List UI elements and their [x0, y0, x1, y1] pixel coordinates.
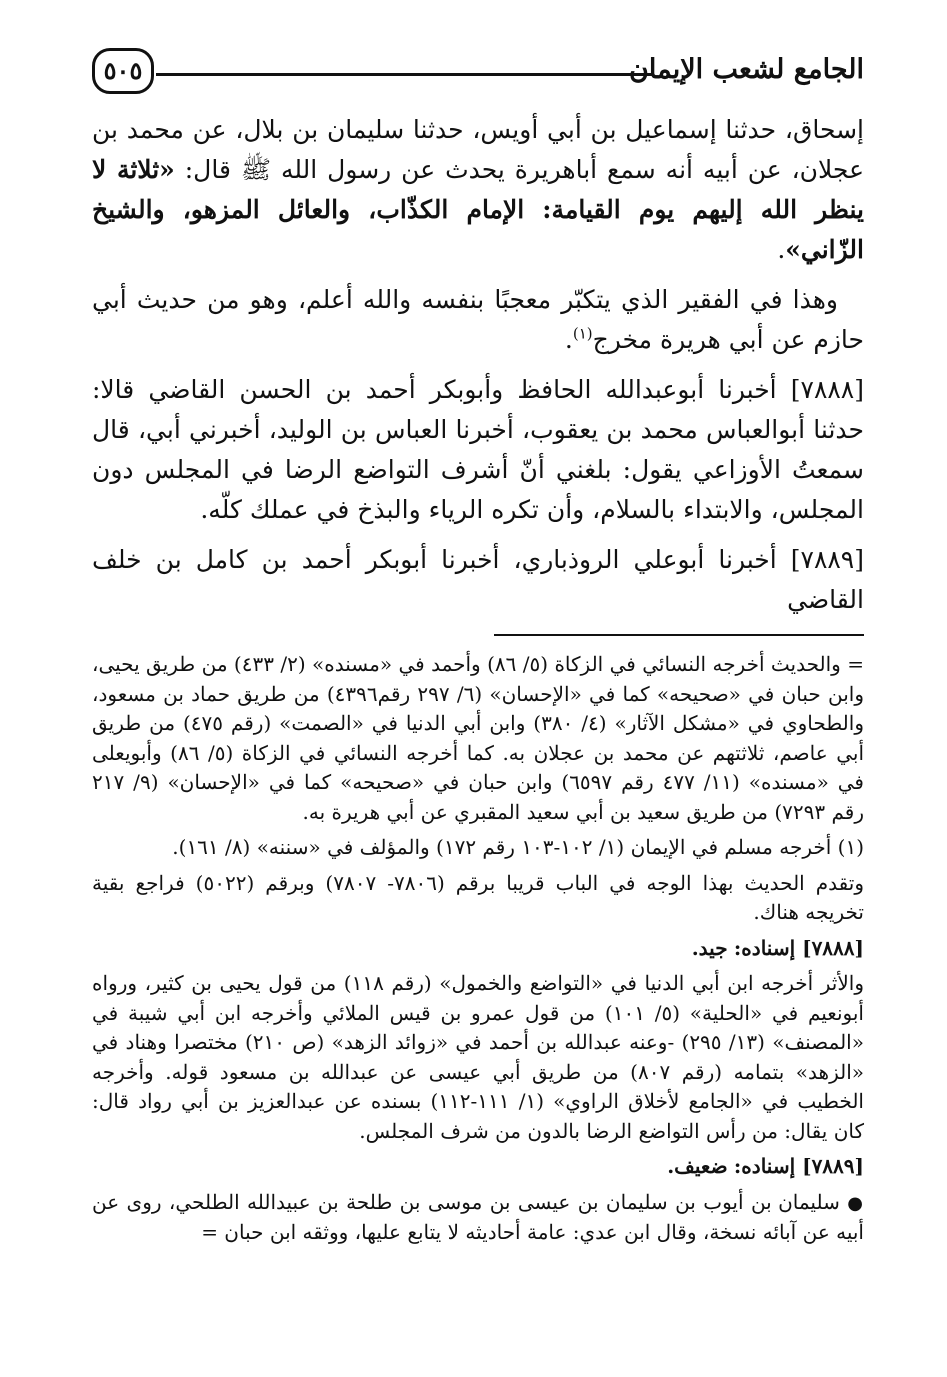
main-text	[92, 110, 864, 620]
book-title: الجامع لشعب الإيمان	[629, 54, 864, 85]
page-number: ٥٠٥	[92, 48, 154, 94]
footnote-athar: والأثر أخرجه ابن أبي الدنيا في «التواضع والخمول» (رقم ١١٨) من قول يحيى بن كثير، ورواه أبونعيم في «الحلية» (٥/ ١٠١) من قول عمرو بن قيس الملائي وأخرجه ابن أبي شيبة في «المصنف» (١٣/ ٢٩٥) -وعنه عبدالله بن أحمد في «زوائد الزهد» (ص ٢١٠) مختصرا وهناد في «الزهد» بتمامه (رقم ٨٠٧) من طريق أبي عيسى عن عبدالله بن مسعود قوله. وأخرجه الخطيب في «الجامع لأخلاق الراوي» (١/ ١١١-١١٢) بسنده عن عبدالعزيز بن أبي رواد قال: كان يقال: من رأس التواضع الرضا بالدون من شرف المجلس.	[92, 971, 864, 1143]
footnote-1: (١) أخرجه مسلم في الإيمان (١/ ١٠٢-١٠٣ رقم ١٧٢) والمؤلف في «سننه» (٨/ ١٦١).	[172, 835, 864, 859]
footnote-narrator	[92, 1188, 864, 1248]
header-rule	[156, 73, 654, 76]
footnote-continued: = والحديث أخرجه النسائي في الزكاة (٥/ ٨٦) وأحمد في «مسنده» (٢/ ٤٣٣) من طريق يحيى، وابن حبان في «صحيحه» كما في «الإحسان» (٦/ ٢٩٧ رقم٤٣٩٦) من طريق حماد بن مسعود، والطحاوي في «مشكل الآثار» (٤/ ٣٨٠) وابن أبي الدنيا في «الصمت» (رقم ٤٧٥) من طريق أبي عاصم، ثلاثتهم عن محمد بن عجلان به. كما أخرجه النسائي في الزكاة (٥/ ٨٦) وأبويعلى في «مسنده» (١١/ ٤٧٧ رقم ٦٥٩٧) وابن حبان في «صحيحه» كما في «الإحسان» (٩/ ٢١٧ رقم ٧٢٩٣) من طريق سعيد بن أبي سعيد المقبري عن أبي هريرة به.	[92, 652, 865, 824]
bullet-icon: ●	[847, 1192, 865, 1214]
footnote-7888-isnad	[92, 934, 864, 964]
document-page	[92, 40, 864, 1254]
footnote-note: وتقدم الحديث بهذا الوجه في الباب قريبا برقم (٧٨٠٦- ٧٨٠٧) وبرقم (٥٠٢٢) فراجع بقية تخريجه هناك.	[92, 870, 864, 924]
hadith-text: «ثلاثة لا ينظر الله إليهم يوم القيامة: الإمام الكذّاب، والعائل المزهو، والشيخ الزّاني»	[92, 155, 864, 264]
comment-text: وهذا في الفقير الذي يتكبّر معجبًا بنفسه والله أعلم، وهو من حديث أبي حازم عن أبي هريرة مخرج	[92, 285, 864, 354]
isnad-label: [٧٨٨٩] إسناده:	[733, 1154, 864, 1178]
paragraph-end: .	[564, 325, 573, 354]
footnote-7889-isnad	[92, 1152, 864, 1182]
paragraph-end: .	[777, 235, 786, 264]
isnad-label: [٧٨٨٨] إسناده:	[733, 935, 864, 960]
isnad-grade: ضعيف.	[667, 1154, 728, 1178]
paragraph-hadith	[92, 110, 864, 270]
paragraph-7889: [٧٨٨٩] أخبرنا أبوعلي الروذباري، أخبرنا أبوبكر أحمد بن كامل بن خلف القاضي	[92, 545, 864, 614]
isnad-grade: جيد.	[691, 935, 728, 960]
footnote-marker: (١)	[572, 324, 593, 343]
paragraph-comment	[92, 280, 864, 360]
paragraph-7888: [٧٨٨٨] أخبرنا أبوعبدالله الحافظ وأبوبكر أحمد بن الحسن القاضي قالا: حدثنا أبوالعباس محمد بن يعقوب، أخبرنا العباس بن الوليد، أخبرني أبي، قال سمعتُ الأوزاعي يقول: بلغني أنّ أشرف التواضع الرضا في المجلس دون المجلس، والابتداء بالسلام، وأن تكره الرياء والبذخ في عملك كلّه.	[92, 375, 864, 524]
footnote-separator	[494, 634, 864, 636]
narrator-text: سليمان بن أيوب بن سليمان بن عيسى بن موسى بن طلحة بن عبيدالله الطلحي، روى عن أبيه عن آبائه نسخة، وقال ابن عدي: عامة أحاديثه لا يتابع عليها، ووثقه ابن حبان =	[92, 1189, 864, 1244]
footnotes	[92, 650, 864, 1248]
isnad-text: إسحاق، حدثنا إسماعيل بن أبي أويس، حدثنا سليمان بن بلال، عن محمد بن عجلان، عن أبيه أنه سمع أباهريرة يحدث عن رسول الله ﷺ قال:	[92, 115, 864, 184]
page-header	[92, 40, 864, 110]
